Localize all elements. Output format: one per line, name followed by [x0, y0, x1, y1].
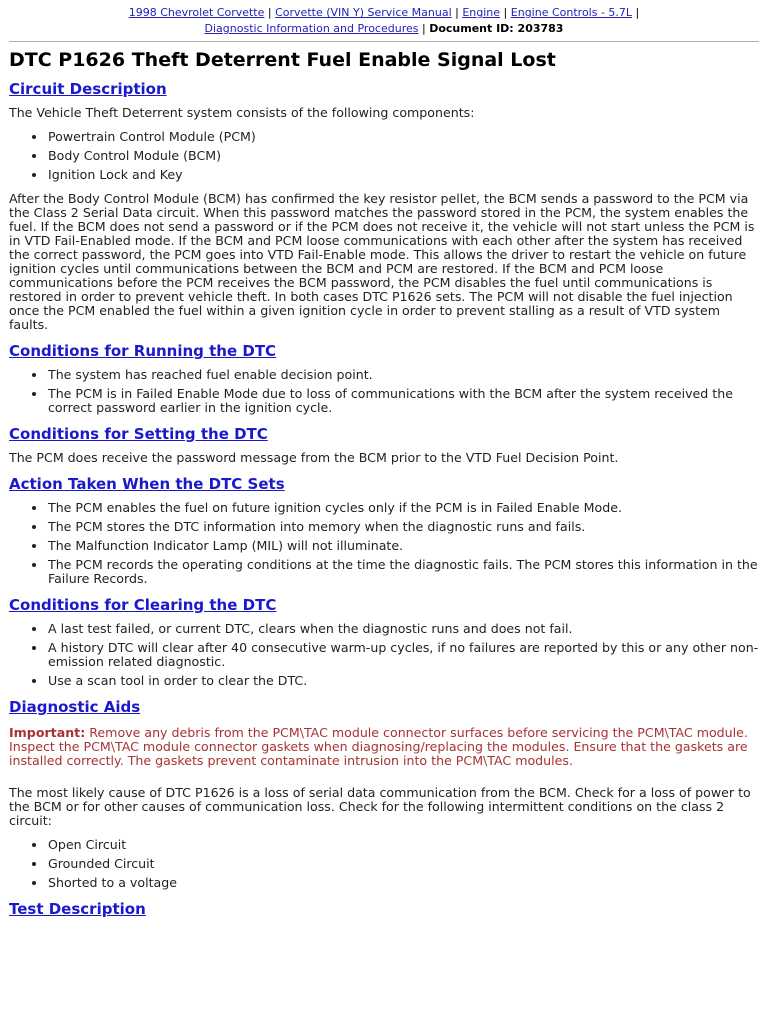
heading-diagnostic-aids[interactable]: Diagnostic Aids	[9, 698, 141, 716]
action-taken-list	[9, 501, 759, 586]
breadcrumb-separator: |	[421, 22, 426, 35]
breadcrumb-link-service-manual[interactable]: Corvette (VIN Y) Service Manual	[275, 6, 452, 19]
important-label: Important:	[9, 725, 86, 740]
clearing-conditions-list	[9, 622, 759, 688]
document-id: Document ID: 203783	[429, 22, 564, 35]
important-note	[9, 726, 759, 768]
important-note-text: Remove any debris from the PCM\TAC module connector surfaces before servicing the PCM\TAC module. Inspect the PCM\TAC module connector gaskets when diagnosing/replacing the modules. Ensure that the gaskets are installed correctly. The gaskets prevent contaminate intrusion into the PCM\TAC modules.	[9, 725, 748, 768]
list-item: • Grounded Circuit	[47, 857, 759, 871]
breadcrumb-separator: |	[503, 6, 508, 19]
breadcrumb-link-diagnostic-info[interactable]: Diagnostic Information and Procedures	[204, 22, 419, 35]
page-title: DTC P1626 Theft Deterrent Fuel Enable Signal Lost	[9, 49, 556, 71]
list-item: • A last test failed, or current DTC, clears when the diagnostic runs and does not fail.	[47, 622, 759, 636]
list-item: • The PCM enables the fuel on future ignition cycles only if the PCM is in Failed Enable Mode.	[47, 501, 759, 515]
list-item: • The Malfunction Indicator Lamp (MIL) will not illuminate.	[47, 539, 759, 553]
setting-conditions-text: The PCM does receive the password message from the BCM prior to the VTD Fuel Decision Point.	[9, 450, 619, 465]
list-item: • Body Control Module (BCM)	[47, 149, 759, 163]
header-divider	[9, 41, 759, 42]
list-item: • A history DTC will clear after 40 consecutive warm-up cycles, if no failures are reported by this or any other non-emission related diagnostic.	[47, 641, 759, 669]
breadcrumb	[9, 0, 759, 41]
list-item: • Open Circuit	[47, 838, 759, 852]
breadcrumb-separator: |	[635, 6, 640, 19]
heading-conditions-running[interactable]: Conditions for Running the DTC	[9, 342, 277, 360]
diagnostic-aids-text: The most likely cause of DTC P1626 is a loss of serial data communication from the BCM. Check for a loss of power to the BCM or for other causes of communication loss. Check for the following intermittent conditions on the class 2 circuit:	[9, 785, 751, 828]
circuit-components-list	[9, 130, 759, 182]
breadcrumb-separator: |	[267, 6, 272, 19]
list-item: • Shorted to a voltage	[47, 876, 759, 890]
breadcrumb-link-vehicle[interactable]: 1998 Chevrolet Corvette	[128, 6, 265, 19]
heading-conditions-clearing[interactable]: Conditions for Clearing the DTC	[9, 596, 277, 614]
list-item: • The PCM stores the DTC information into memory when the diagnostic runs and fails.	[47, 520, 759, 534]
list-item: • Ignition Lock and Key	[47, 168, 759, 182]
running-conditions-list	[9, 368, 759, 415]
list-item: • The PCM is in Failed Enable Mode due to loss of communications with the BCM after the system received the correct password earlier in the ignition cycle.	[47, 387, 759, 415]
circuit-description-text: After the Body Control Module (BCM) has confirmed the key resistor pellet, the BCM sends a password to the PCM via the Class 2 Serial Data circuit. When this password matches the password stored in the PCM, the system enables the fuel. If the BCM does not send a password or if the PCM does not receive it, the vehicle will not start unless the PCM is in VTD Fail-Enabled mode. If the BCM and PCM loose communications with each other after the system has received the correct password, the PCM goes into VTD Fail-Enable mode. This allows the driver to restart the vehicle on future ignition cycles until communications between the BCM and PCM are restored. If the BCM and PCM loose communications before the PCM receives the BCM password, the PCM disables the fuel until communications is restored in order to prevent vehicle theft. In both cases DTC P1626 sets. The PCM will not disable the fuel injection once the PCM enabled the fuel within a given ignition cycle in order to prevent stalling as a result of VTD system faults.	[9, 191, 755, 332]
intermittent-conditions-list	[9, 838, 759, 890]
breadcrumb-separator: |	[455, 6, 459, 19]
list-item: • Powertrain Control Module (PCM)	[47, 130, 759, 144]
heading-conditions-setting[interactable]: Conditions for Setting the DTC	[9, 425, 268, 443]
list-item: • The system has reached fuel enable decision point.	[47, 368, 759, 382]
circuit-intro-text: The Vehicle Theft Deterrent system consists of the following components:	[9, 105, 475, 120]
list-item: • Use a scan tool in order to clear the DTC.	[47, 674, 759, 688]
heading-action-taken[interactable]: Action Taken When the DTC Sets	[9, 475, 285, 493]
heading-circuit-description[interactable]: Circuit Description	[9, 80, 167, 98]
breadcrumb-link-engine-controls[interactable]: Engine Controls - 5.7L	[510, 6, 633, 19]
list-item: • The PCM records the operating conditions at the time the diagnostic fails. The PCM stores this information in the Failure Records.	[47, 558, 759, 586]
heading-test-description[interactable]: Test Description	[9, 900, 146, 918]
breadcrumb-link-engine[interactable]: Engine	[462, 6, 501, 19]
